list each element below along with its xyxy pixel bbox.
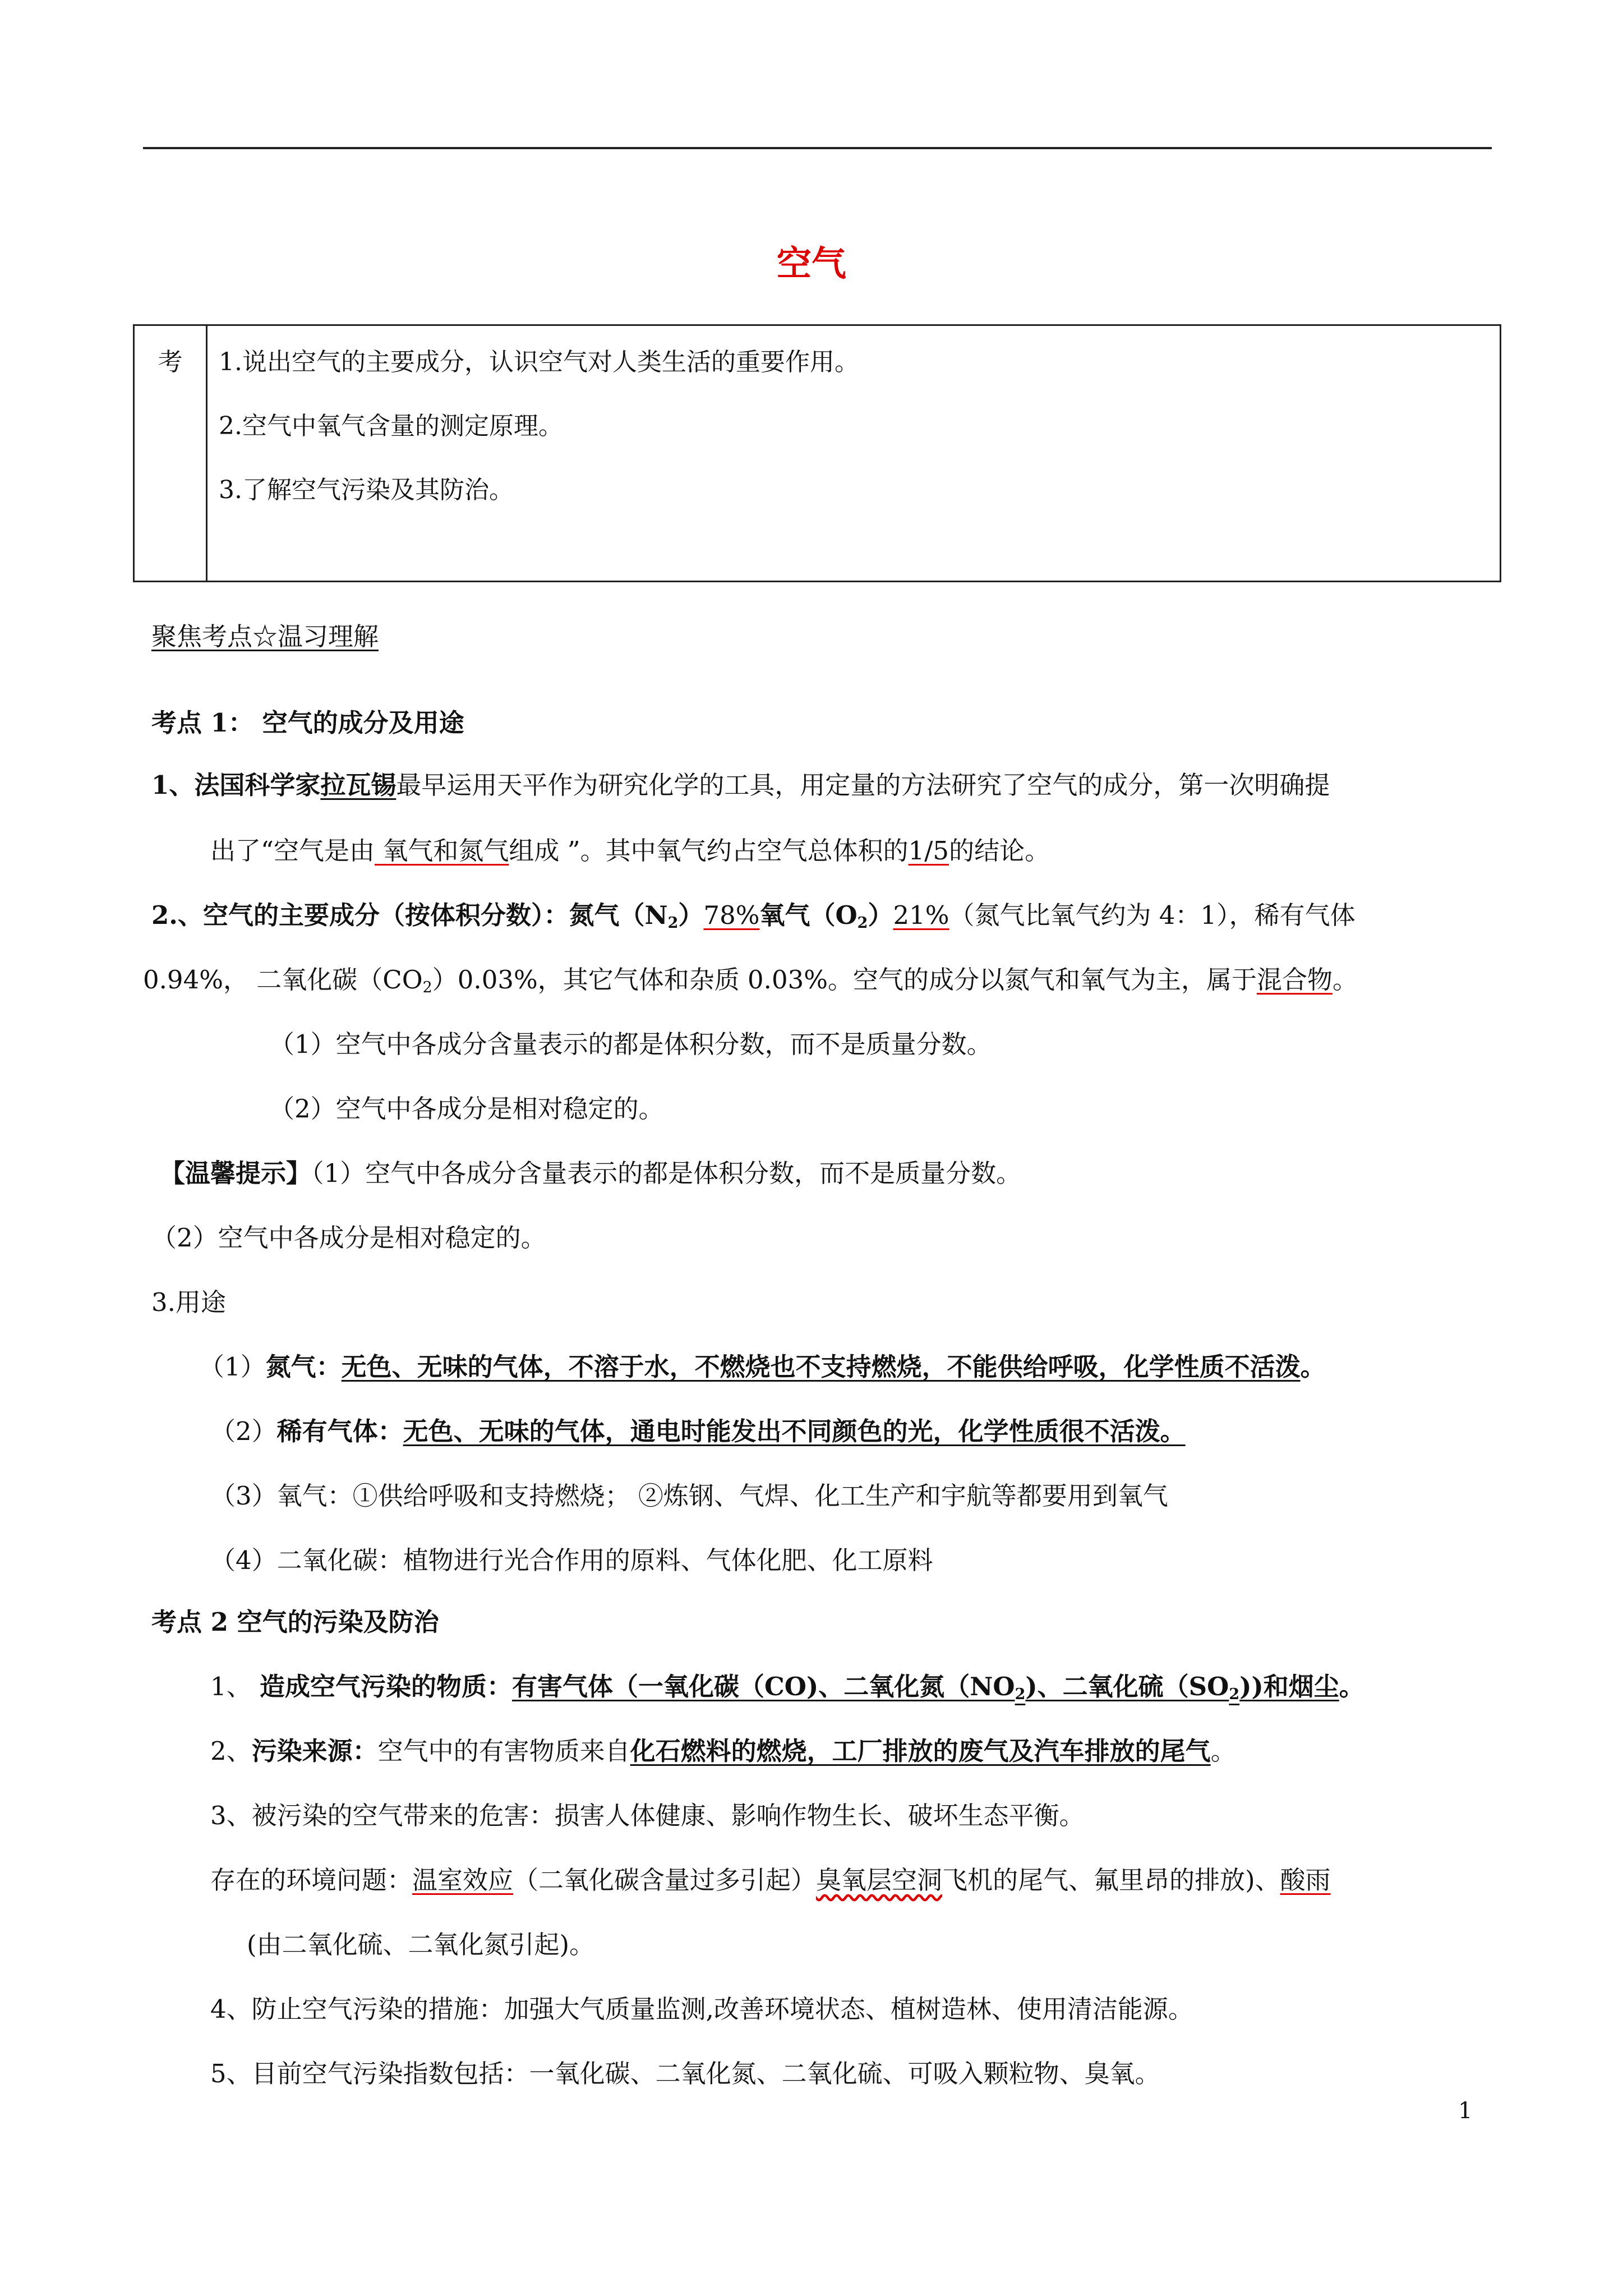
text-run: 。 — [1210, 1736, 1236, 1766]
text-run: 法国科学家 — [194, 770, 321, 800]
text-run: 1/5 — [908, 836, 949, 866]
text-run: 空气中的有害物质来自 — [377, 1736, 630, 1766]
text-run: 的结论。 — [949, 836, 1050, 866]
text-run: 飞机的尾气、氟里昂的排放)、 — [942, 1865, 1280, 1895]
text-run: 拉瓦锡 — [320, 770, 396, 800]
note-1: （1）空气中各成分含量表示的都是体积分数，而不是质量分数。 — [269, 1029, 992, 1059]
environment-issues — [210, 1865, 1331, 1895]
text-run: 1、 — [151, 770, 195, 800]
text-run: 无色、无味的气体，通电时能发出不同颜色的光，化学性质很不活泼。 — [403, 1416, 1186, 1446]
text-run: （二氧化碳含量过多引起） — [513, 1865, 817, 1895]
text-run: 造成空气污染的物质： — [259, 1672, 512, 1701]
text-run: 酸雨 — [1280, 1865, 1331, 1895]
text-run: 。 — [1300, 1352, 1326, 1382]
section2-heading: 考点 2 空气的污染及防治 — [151, 1607, 439, 1637]
use-item-1 — [199, 1352, 1326, 1382]
tip-line-1 — [160, 1158, 1021, 1189]
text-run: （1） — [199, 1352, 266, 1382]
use-item-3: （3）氧气：①供给呼吸和支持燃烧； ②炼钢、气焊、化工生产和宇航等都要用到氧气 — [210, 1481, 1168, 1511]
page-number: 1 — [1458, 2098, 1473, 2124]
text-run: 有害气体（一氧化碳（CO)、二氧化氮（NO — [511, 1672, 1015, 1701]
environment-issues-cont: (由二氧化硫、二氧化氮引起)。 — [247, 1930, 595, 1959]
text-run: ） — [678, 900, 704, 930]
requirements-label: 考 — [158, 348, 183, 376]
text-run: 温室效应 — [412, 1865, 514, 1895]
text-run: 氮气： — [265, 1352, 342, 1382]
section2-item-4: 4、防止空气污染的措施：加强大气质量监测,改善环境状态、植树造林、使用清洁能源。 — [210, 1994, 1193, 2024]
text-run: ))和烟尘 — [1239, 1672, 1339, 1701]
text-run: （1）空气中各成分含量表示的都是体积分数，而不是质量分数。 — [311, 1158, 1022, 1188]
text-run: 出了“空气是由 — [210, 836, 375, 866]
section2-item-5: 5、目前空气污染指数包括：一氧化碳、二氧化氮、二氧化硫、可吸入颗粒物、臭氧。 — [210, 2059, 1160, 2088]
text-run: 21% — [893, 900, 949, 930]
text-run: 78% — [703, 900, 760, 930]
subscript: 2 — [422, 978, 432, 996]
text-run: 混合物 — [1257, 965, 1333, 995]
use-item-2 — [210, 1416, 1186, 1447]
header-rule — [143, 147, 1492, 149]
text-run: 组成 ”。其中氧气约占空气总体积的 — [509, 836, 909, 866]
note-2: （2）空气中各成分是相对稳定的。 — [269, 1094, 664, 1124]
subscript: 2 — [1015, 1685, 1026, 1703]
subscript: 2 — [1229, 1685, 1240, 1703]
paragraph-2-cont — [143, 965, 1358, 997]
paragraph-2 — [151, 900, 1355, 932]
text-run: ）0.03%，其它气体和杂质 0.03%。空气的成分以氮气和氧气为主，属于 — [432, 965, 1257, 995]
section2-item-1 — [210, 1672, 1364, 1704]
text-run: 稀有气体： — [276, 1416, 403, 1446]
text-run: 1、 — [210, 1672, 260, 1701]
section1-heading: 考点 1： 空气的成分及用途 — [151, 708, 464, 738]
table-divider — [206, 326, 208, 581]
text-run: 存在的环境问题： — [210, 1865, 413, 1895]
text-run: 。 — [1339, 1672, 1364, 1701]
requirement-item: 3.了解空气污染及其防治。 — [219, 476, 514, 504]
text-run: 臭氧层空洞 — [816, 1865, 943, 1895]
text-run: ） — [868, 900, 893, 930]
text-run: 最早运用天平作为研究化学的工具，用定量的方法研究了空气的成分，第一次明确提 — [396, 770, 1330, 800]
section2-item-2 — [210, 1736, 1236, 1766]
tip-line-2: （2）空气中各成分是相对稳定的。 — [151, 1223, 546, 1253]
text-run: 氧气和氮气 — [375, 836, 509, 866]
requirement-item: 1.说出空气的主要成分，认识空气对人类生活的重要作用。 — [219, 348, 859, 376]
requirement-item: 2.空气中氧气含量的测定原理。 — [219, 412, 563, 440]
text-run: 0.94%， 二氧化碳（CO — [143, 965, 423, 995]
focus-heading: 聚焦考点☆温习理解 — [151, 622, 379, 651]
text-run: 2.、空气的主要成分（按体积分数）：氮气（N — [151, 900, 668, 930]
text-run: 化石燃料的燃烧，工厂排放的废气及汽车排放的尾气 — [630, 1736, 1211, 1766]
section2-item-3: 3、被污染的空气带来的危害：损害人体健康、影响作物生长、破坏生态平衡。 — [210, 1801, 1085, 1830]
tip-label: 【温馨提示】 — [160, 1158, 312, 1188]
text-run: )、二氧化硫（SO — [1025, 1672, 1229, 1701]
requirements-table — [133, 324, 1501, 582]
text-run: （2） — [210, 1416, 277, 1446]
subscript: 2 — [857, 914, 868, 932]
use-item-4: （4）二氧化碳：植物进行光合作用的原料、气体化肥、化工原料 — [210, 1545, 933, 1575]
text-run: 无色、无味的气体，不溶于水，不燃烧也不支持燃烧，不能供给呼吸，化学性质不活泼 — [341, 1352, 1301, 1382]
page-title: 空气 — [776, 243, 846, 284]
text-run: 污染来源： — [251, 1736, 378, 1766]
text-run: （氮气比氧气约为 4：1），稀有气体 — [949, 900, 1355, 930]
uses-heading: 3.用途 — [151, 1287, 226, 1317]
subscript: 2 — [667, 914, 679, 932]
paragraph-1-cont — [210, 836, 1050, 866]
text-run: 2、 — [210, 1736, 252, 1766]
paragraph-1 — [151, 770, 1330, 800]
text-run: 。 — [1332, 965, 1358, 995]
text-run: 氧气（O — [759, 900, 857, 930]
